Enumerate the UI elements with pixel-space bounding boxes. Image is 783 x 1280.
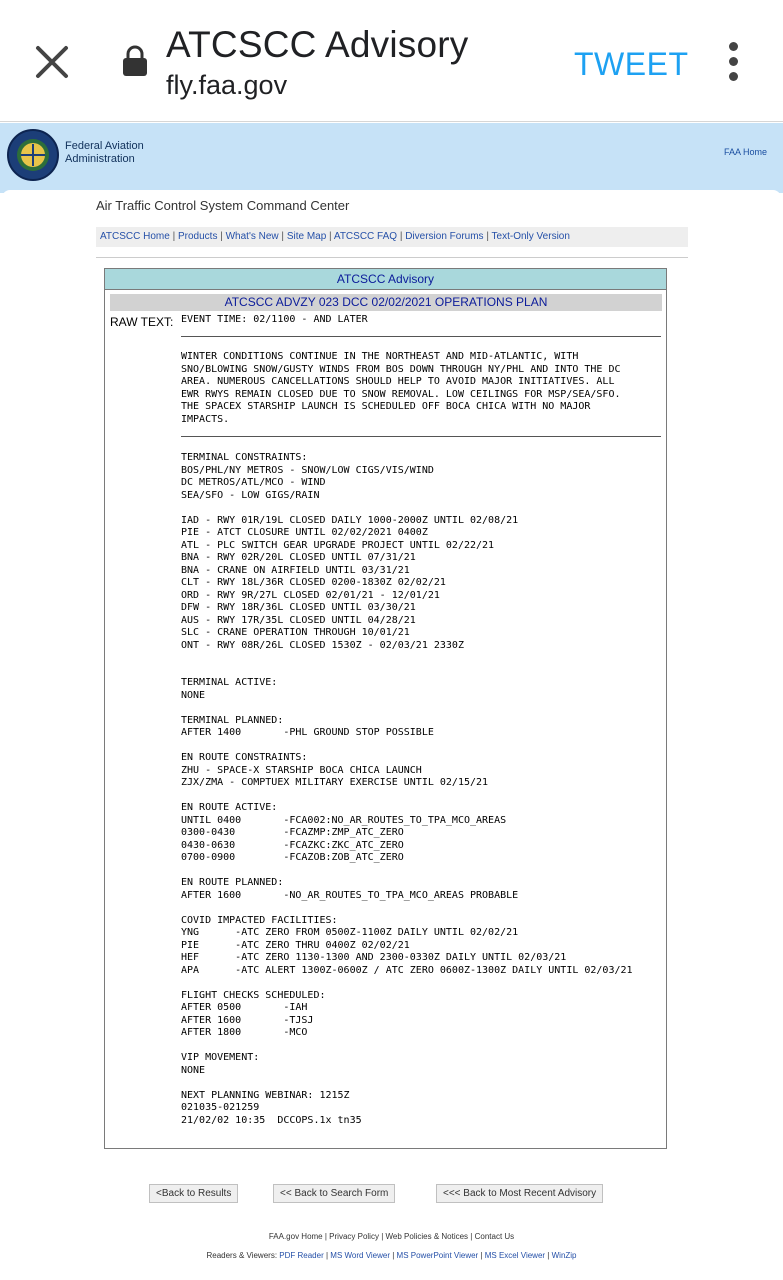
lock-icon: [121, 44, 149, 78]
back-to-recent-button[interactable]: <<< Back to Most Recent Advisory: [436, 1184, 603, 1203]
advisory-box-title: ATCSCC Advisory: [105, 269, 666, 290]
raw-text-label: RAW TEXT:: [110, 315, 174, 329]
divider: [96, 257, 688, 258]
advisory-summary: WINTER CONDITIONS CONTINUE IN THE NORTHEAST AND MID-ATLANTIC, WITH SNO/BLOWING SNOW/GUSTY WINDS FROM BOS DOWN THROUGH NY/PHL AND INTO THE DC AREA. NUMEROUS CANCELLATIONS SHOULD HELP TO AVOID MAJOR INITIATIVES. ALL EWR RWYS REMAIN CLOSED DUE TO SNOW REMOVAL. LOW CEILINGS FOR MSP/SEA/SFO. THE SPACEX STARSHIP LAUNCH IS SCHEDULED OFF BOCA CHICA WITH NO MAJOR IMPACTS.: [181, 351, 621, 425]
advisory-box: [104, 268, 667, 1149]
nav-atcscc-home[interactable]: ATCSCC Home: [100, 231, 170, 242]
viewer-winzip[interactable]: WinZip: [551, 1251, 577, 1260]
footer-web-policies[interactable]: Web Policies & Notices: [385, 1232, 469, 1241]
site-nav: ATCSCC Home | Products | What's New | Site Map | ATCSCC FAQ | Diversion Forums | Text-Only Version: [96, 227, 688, 247]
browser-toolbar: [0, 0, 783, 122]
page-domain: fly.faa.gov: [166, 70, 288, 100]
separator-mid: [181, 436, 661, 437]
viewer-powerpoint[interactable]: MS PowerPoint Viewer: [396, 1251, 479, 1260]
advisory-details: TERMINAL CONSTRAINTS: BOS/PHL/NY METROS - SNOW/LOW CIGS/VIS/WIND DC METROS/ATL/MCO - WIND SEA/SFO - LOW GIGS/RAIN IAD - RWY 01R/19L CLOSED DAILY 1000-2000Z UNTIL 02/08/21 PIE - ATCT CLOSURE UNTIL 02/02/2021 0400Z ATL - PLC SWITCH GEAR UPGRADE PROJECT UNTIL 02/22/21 BNA - RWY 02R/20L CLOSED UNTIL 07/31/21 BNA - CRANE ON AIRFIELD UNTIL 03/31/21 CLT - RWY 18L/36R CLOSED 0200-1830Z 02/02/21 ORD - RWY 9R/27L CLOSED 02/01/21 - 12/01/21 DFW - RWY 18R/36L CLOSED UNTIL 03/30/21 AUS - RWY 17R/35L CLOSED UNTIL 04/28/21 SLC - CRANE OPERATION THROUGH 10/01/21 ONT - RWY 08R/26L CLOSED 1530Z - 02/03/21 2330Z TERMINAL ACTIVE: NONE TERMINAL PLANNED: AFTER 1400 -PHL GROUND STOP POSSIBLE EN ROUTE CONSTRAINTS: ZHU - SPACE-X STARSHIP BOCA CHICA LAUNCH ZJX/ZMA - COMPTUEX MILITARY EXERCISE UNTIL 02/15/21 EN ROUTE ACTIVE: UNTIL 0400 -FCA002:NO_AR_ROUTES_TO_TPA_MCO_AREAS 0300-0430 -FCAZMP:ZMP_ATC_ZERO 0430-0630 -FCAZKC:ZKC_ATC_ZERO 0700-0900 -FCAZOB:ZOB_ATC_ZERO EN ROUTE PLANNED: AFTER 1600 -NO_AR_ROUTES_TO_TPA_MCO_AREAS PROBABLE COVID IMPACTED FACILITIES: YNG -ATC ZERO FROM 0500Z-1100Z DAILY UNTIL 02/02/21 PIE -ATC ZERO THRU 0400Z 02/02/21 HEF -ATC ZERO 1130-1300 AND 2300-0330Z DAILY UNTIL 02/03/21 APA -ATC ALERT 1300Z-0600Z / ATC ZERO 0600Z-1300Z DAILY UNTIL 02/03/21 FLIGHT CHECKS SCHEDULED: AFTER 0500 -IAH AFTER 1600 -TJSJ AFTER 1800 -MCO VIP MOVEMENT: NONE NEXT PLANNING WEBINAR: 1215Z 021035-021259 21/02/02 10:35 DCCOPS.1x tn35: [181, 452, 633, 1126]
event-time: EVENT TIME: 02/1100 - AND LATER: [181, 314, 368, 325]
back-to-results-button[interactable]: <Back to Results: [149, 1184, 238, 1203]
viewer-pdf[interactable]: PDF Reader: [279, 1251, 324, 1260]
viewers-label: Readers & Viewers:: [206, 1251, 278, 1260]
faa-header: [0, 123, 783, 193]
page-title: ATCSCC Advisory: [166, 24, 469, 65]
nav-text-only[interactable]: Text-Only Version: [491, 231, 570, 242]
advisory-subtitle: ATCSCC ADVZY 023 DCC 02/02/2021 OPERATIONS PLAN: [110, 294, 662, 311]
footer-links: FAA.gov Home | Privacy Policy | Web Policies & Notices | Contact Us: [268, 1232, 515, 1241]
footer-privacy[interactable]: Privacy Policy: [329, 1232, 379, 1241]
nav-products[interactable]: Products: [177, 231, 218, 242]
footer-viewers: Readers & Viewers: PDF Reader | MS Word Viewer | MS PowerPoint Viewer | MS Excel Viewer | WinZip: [206, 1251, 577, 1260]
nav-diversion-forums[interactable]: Diversion Forums: [405, 231, 484, 242]
back-to-search-button[interactable]: << Back to Search Form: [273, 1184, 395, 1203]
footer-faa-home[interactable]: FAA.gov Home: [268, 1232, 323, 1241]
nav-atcscc-faq[interactable]: ATCSCC FAQ: [333, 231, 398, 242]
separator-top: [181, 336, 661, 337]
more-options-icon[interactable]: [723, 42, 743, 82]
footer-contact[interactable]: Contact Us: [474, 1232, 515, 1241]
close-icon[interactable]: [30, 40, 74, 84]
viewer-excel[interactable]: MS Excel Viewer: [484, 1251, 546, 1260]
faa-org-name: [65, 140, 144, 166]
faa-seal-icon: [6, 128, 60, 182]
site-heading: Air Traffic Control System Command Center: [96, 198, 350, 213]
viewer-word[interactable]: MS Word Viewer: [330, 1251, 391, 1260]
nav-site-map[interactable]: Site Map: [286, 231, 327, 242]
tweet-button[interactable]: TWEET: [574, 46, 689, 82]
faa-org-line2: Administration: [65, 153, 135, 165]
faa-org-line1: Federal Aviation: [65, 140, 144, 152]
faa-home-link[interactable]: FAA Home: [723, 147, 767, 157]
nav-whats-new[interactable]: What's New: [225, 231, 279, 242]
